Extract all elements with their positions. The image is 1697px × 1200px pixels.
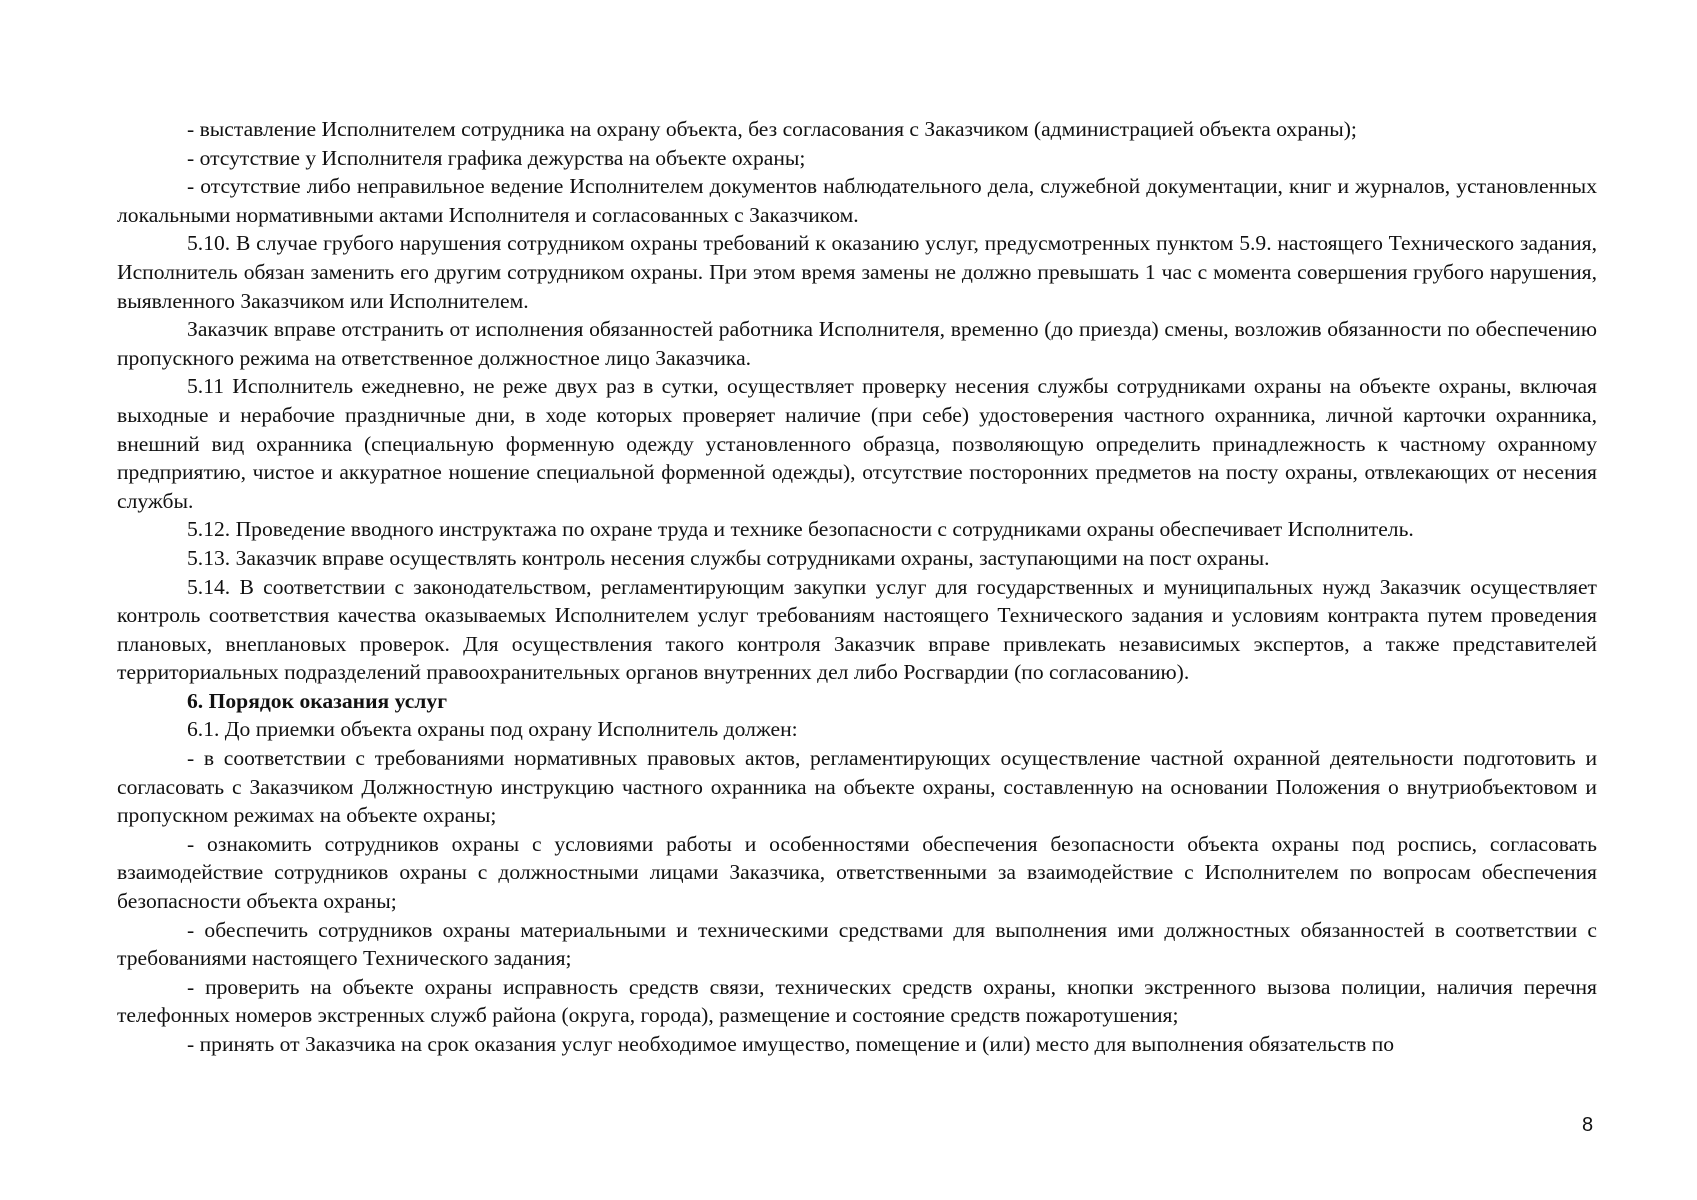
paragraph: - выставление Исполнителем сотрудника на охрану объекта, без согласования с Заказчиком (администрацией объекта охраны);: [187, 117, 1357, 141]
paragraph-5-11: 5.11 Исполнитель ежедневно, не реже двух раз в сутки, осуществляет проверку несения службы сотрудниками охраны на объекте охраны, включая выходные и нерабочие праздничные дни, в ходе которых проверяет наличие (при себе) удостоверения частного охранника, личной карточки охранника, внешний вид охранника (специальную форменную одежду установленного образца, позволяющую определить принадлежность к частному охранному предприятию, чистое и аккуратное ношение специальной форменной одежды), отсутствие посторонних предметов на посту охраны, отвлекающих от несения службы.: [117, 374, 1597, 513]
paragraph-5-14: 5.14. В соответствии с законодательством, регламентирующим закупки услуг для государственных и муниципальных нужд Заказчик осуществляет контроль соответствия качества оказываемых Исполнителем услуг требованиям настоящего Технического задания и условиям контракта путем проведения плановых, внеплановых проверок. Для осуществления такого контроля Заказчик вправе привлекать независимых экспертов, а также представителей территориальных подразделений правоохранительных органов внутренних дел либо Росгвардии (по согласованию).: [117, 574, 1597, 685]
paragraph-5-12: 5.12. Проведение вводного инструктажа по охране труда и технике безопасности с сотрудниками охраны обеспечивает Исполнитель.: [187, 517, 1414, 542]
page-number: 8: [1582, 1114, 1594, 1136]
document-page: [117, 115, 1597, 1059]
paragraph: Заказчик вправе отстранить от исполнения обязанностей работника Исполнителя, временно (до приезда) смены, возложив обязанности по обеспечению пропускного режима на ответственное должностное лицо Заказчика.: [117, 317, 1597, 370]
paragraph: - отсутствие либо неправильное ведение Исполнителем документов наблюдательного дела, служебной документации, книг и журналов, установленных локальными нормативными актами Исполнителя и согласованных с Заказчиком.: [117, 174, 1597, 227]
paragraph: - обеспечить сотрудников охраны материальными и техническими средствами для выполнения ими должностных обязанностей в соответствии с требованиями настоящего Технического задания;: [117, 917, 1597, 971]
paragraph: - проверить на объекте охраны исправность средств связи, технических средств охраны, кнопки экстренного вызова полиции, наличия перечня телефонных номеров экстренных служб района (округа, города), размещение и состояние средств пожаротушения;: [117, 974, 1597, 1028]
paragraph-5-10: 5.10. В случае грубого нарушения сотрудником охраны требований к оказанию услуг, предусмотренных пунктом 5.9. настоящего Технического задания, Исполнитель обязан заменить его другим сотрудником охраны. При этом время замены не должно превышать 1 час с момента совершения грубого нарушения, выявленного Заказчиком или Исполнителем.: [117, 231, 1597, 313]
paragraph: - в соответствии с требованиями нормативных правовых актов, регламентирующих осуществление частной охранной деятельности подготовить и согласовать с Заказчиком Должностную инструкцию частного охранника на объекте охраны, составленную на основании Положения о внутриобъектовом и пропускном режимах на объекте охраны;: [117, 746, 1597, 828]
paragraph: - отсутствие у Исполнителя графика дежурства на объекте охраны;: [187, 145, 806, 170]
paragraph-6-1: 6.1. До приемки объекта охраны под охрану Исполнитель должен:: [187, 717, 798, 742]
paragraph-5-13: 5.13. Заказчик вправе осуществлять контроль несения службы сотрудниками охраны, заступающими на пост охраны.: [187, 545, 1270, 570]
paragraph: - ознакомить сотрудников охраны с условиями работы и особенностями обеспечения безопасности объекта охраны под роспись, согласовать взаимодействие сотрудников охраны с должностными лицами Заказчика, ответственными за взаимодействие с Исполнителем по вопросам обеспечения безопасности объекта охраны;: [117, 831, 1597, 914]
section-heading: 6. Порядок оказания услуг: [187, 688, 448, 713]
paragraph: - принять от Заказчика на срок оказания услуг необходимое имущество, помещение и (или) место для выполнения обязательств по: [187, 1032, 1395, 1056]
